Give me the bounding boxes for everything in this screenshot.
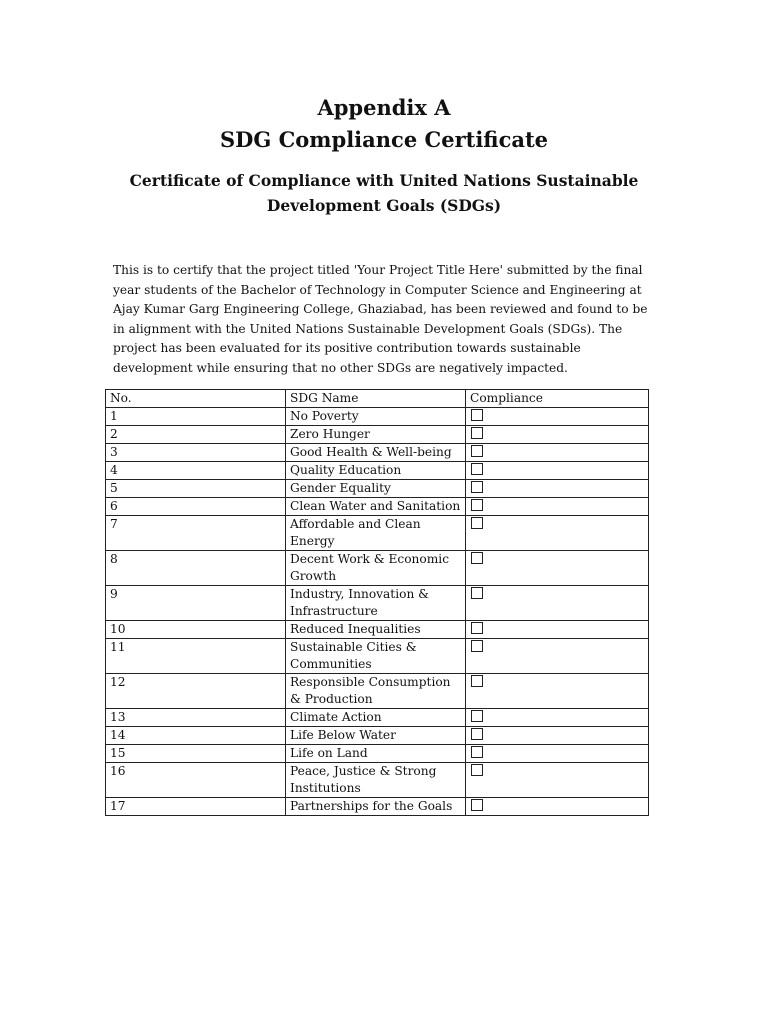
- compliance-cell: [466, 516, 649, 551]
- table-row: [106, 709, 649, 727]
- sdg-name: Peace, Justice & Strong Institutions: [286, 763, 466, 798]
- table-row: [106, 798, 649, 816]
- table-row: [106, 444, 649, 462]
- table-row: [106, 480, 649, 498]
- table-row: [106, 408, 649, 426]
- compliance-checkbox-icon[interactable]: [471, 517, 483, 529]
- compliance-cell: [466, 426, 649, 444]
- header-sdg-name: SDG Name: [286, 390, 466, 408]
- sdg-name: Zero Hunger: [286, 426, 466, 444]
- sdg-number: 10: [106, 621, 286, 639]
- compliance-checkbox-icon[interactable]: [471, 552, 483, 564]
- compliance-checkbox-icon[interactable]: [471, 764, 483, 776]
- compliance-checkbox-icon[interactable]: [471, 710, 483, 722]
- table-row: [106, 426, 649, 444]
- compliance-checkbox-icon[interactable]: [471, 640, 483, 652]
- table-header-row: [106, 390, 649, 408]
- sdg-name: Gender Equality: [286, 480, 466, 498]
- sdg-name: Life on Land: [286, 745, 466, 763]
- compliance-cell: [466, 621, 649, 639]
- compliance-cell: [466, 444, 649, 462]
- sdg-number: 13: [106, 709, 286, 727]
- table-row: [106, 727, 649, 745]
- compliance-cell: [466, 745, 649, 763]
- sdg-compliance-table: [105, 389, 649, 816]
- compliance-checkbox-icon[interactable]: [471, 728, 483, 740]
- header-compliance: Compliance: [466, 390, 649, 408]
- sdg-name: Sustainable Cities & Communities: [286, 639, 466, 674]
- header-no: No.: [106, 390, 286, 408]
- sdg-number: 17: [106, 798, 286, 816]
- compliance-checkbox-icon[interactable]: [471, 463, 483, 475]
- certificate-subtitle-line-1: Certificate of Compliance with United Nations Sustainable: [129, 171, 639, 190]
- compliance-cell: [466, 639, 649, 674]
- sdg-number: 8: [106, 551, 286, 586]
- certification-paragraph: This is to certify that the project titled 'Your Project Title Here' submitted by the final year students of the Bachelor of Technology in Computer Science and Engineering at Ajay Kumar Garg Engineering College, Ghaziabad, has been reviewed and found to be in alignment with the United Nations Sustainable Development Goals (SDGs). The project has been evaluated for its positive contribution towards sustainable development while ensuring that no other SDGs are negatively impacted.: [113, 263, 648, 375]
- sdg-name: Partnerships for the Goals: [286, 798, 466, 816]
- sdg-name: Industry, Innovation & Infrastructure: [286, 586, 466, 621]
- compliance-cell: [466, 674, 649, 709]
- compliance-checkbox-icon[interactable]: [471, 746, 483, 758]
- compliance-checkbox-icon[interactable]: [471, 799, 483, 811]
- sdg-number: 11: [106, 639, 286, 674]
- table-row: [106, 745, 649, 763]
- sdg-name: Quality Education: [286, 462, 466, 480]
- sdg-number: 14: [106, 727, 286, 745]
- sdg-number: 2: [106, 426, 286, 444]
- sdg-name: Reduced Inequalities: [286, 621, 466, 639]
- sdg-number: 12: [106, 674, 286, 709]
- compliance-checkbox-icon[interactable]: [471, 481, 483, 493]
- compliance-checkbox-icon[interactable]: [471, 409, 483, 421]
- sdg-number: 6: [106, 498, 286, 516]
- sdg-name: Decent Work & Economic Growth: [286, 551, 466, 586]
- compliance-checkbox-icon[interactable]: [471, 587, 483, 599]
- compliance-cell: [466, 551, 649, 586]
- sdg-number: 1: [106, 408, 286, 426]
- sdg-name: No Poverty: [286, 408, 466, 426]
- sdg-number: 5: [106, 480, 286, 498]
- sdg-number: 9: [106, 586, 286, 621]
- compliance-checkbox-icon[interactable]: [471, 427, 483, 439]
- sdg-number: 4: [106, 462, 286, 480]
- sdg-name: Life Below Water: [286, 727, 466, 745]
- compliance-cell: [466, 480, 649, 498]
- sdg-name: Climate Action: [286, 709, 466, 727]
- compliance-checkbox-icon[interactable]: [471, 445, 483, 457]
- compliance-cell: [466, 709, 649, 727]
- sdg-name: Clean Water and Sanitation: [286, 498, 466, 516]
- sdg-name: Good Health & Well-being: [286, 444, 466, 462]
- certificate-subtitle-line-2: Development Goals (SDGs): [266, 196, 502, 215]
- sdg-name: Responsible Consumption & Production: [286, 674, 466, 709]
- compliance-cell: [466, 498, 649, 516]
- table-row: [106, 639, 649, 674]
- compliance-cell: [466, 727, 649, 745]
- sdg-number: 3: [106, 444, 286, 462]
- table-row: [106, 462, 649, 480]
- table-row: [106, 586, 649, 621]
- table-row: [106, 763, 649, 798]
- table-row: [106, 621, 649, 639]
- table-row: [106, 551, 649, 586]
- compliance-checkbox-icon[interactable]: [471, 675, 483, 687]
- compliance-cell: [466, 408, 649, 426]
- compliance-cell: [466, 586, 649, 621]
- sdg-number: 16: [106, 763, 286, 798]
- table-row: [106, 674, 649, 709]
- compliance-checkbox-icon[interactable]: [471, 622, 483, 634]
- sdg-number: 7: [106, 516, 286, 551]
- sdg-number: 15: [106, 745, 286, 763]
- compliance-cell: [466, 763, 649, 798]
- sdg-name: Affordable and Clean Energy: [286, 516, 466, 551]
- compliance-cell: [466, 462, 649, 480]
- compliance-checkbox-icon[interactable]: [471, 499, 483, 511]
- table-row: [106, 498, 649, 516]
- table-row: [106, 516, 649, 551]
- certificate-title: SDG Compliance Certificate: [219, 127, 549, 152]
- compliance-cell: [466, 798, 649, 816]
- appendix-heading: Appendix A: [317, 95, 451, 120]
